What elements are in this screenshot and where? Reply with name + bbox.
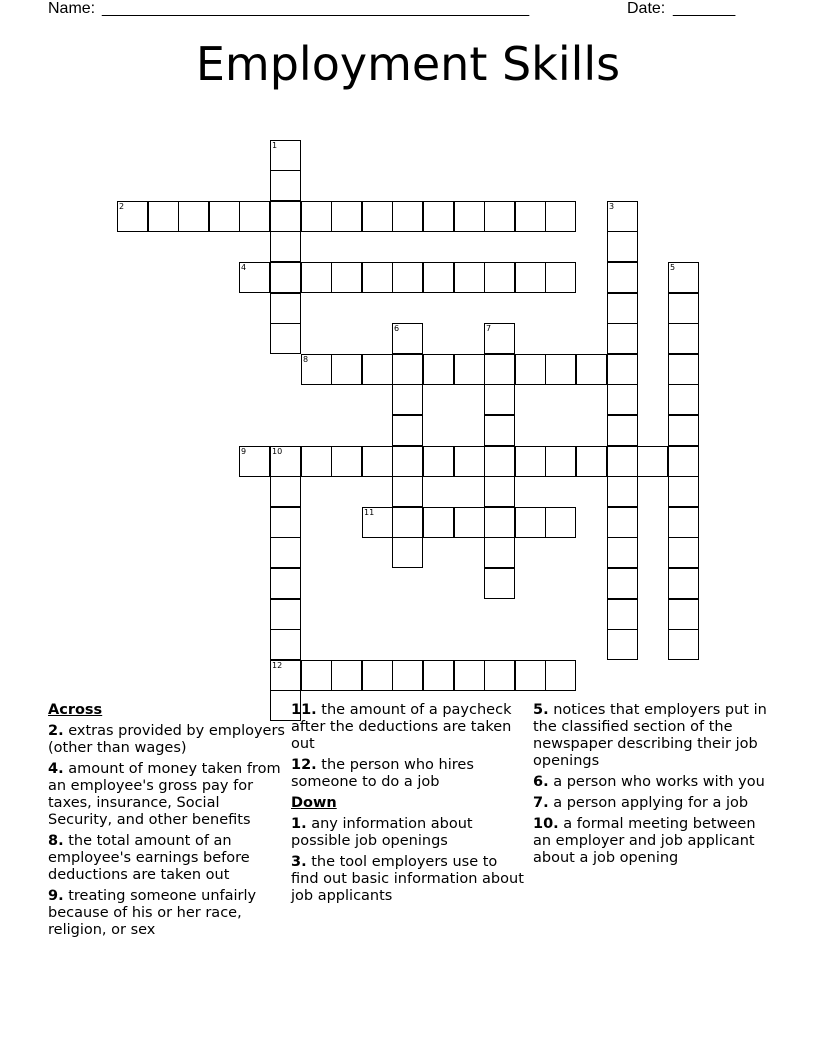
grid-cell[interactable] [392,507,423,538]
grid-cell[interactable] [301,201,332,232]
page-title: Employment Skills [195,37,621,91]
grid-cell[interactable] [362,262,393,293]
grid-cell[interactable] [668,599,699,630]
grid-cell[interactable] [484,201,515,232]
grid-cell[interactable] [545,660,576,691]
grid-cell[interactable] [392,415,423,446]
grid-cell[interactable] [668,354,699,385]
clue-item-text: the amount of a paycheck after the deductions are taken out [291,702,512,752]
clue-item [533,702,771,770]
grid-cell[interactable] [545,507,576,538]
grid-cell[interactable] [515,507,546,538]
grid-cell[interactable] [270,170,301,201]
grid-cell[interactable] [362,354,393,385]
clue-item [533,774,771,791]
grid-cell[interactable] [454,262,485,293]
grid-cell[interactable] [331,262,362,293]
grid-cell[interactable] [607,293,638,324]
clue-number: 12 [272,661,283,670]
grid-cell[interactable] [301,660,332,691]
grid-cell[interactable] [270,231,301,262]
grid-cell[interactable] [331,354,362,385]
grid-cell[interactable] [515,201,546,232]
grid-cell[interactable] [484,262,515,293]
grid-cell[interactable] [423,262,454,293]
grid-cell[interactable] [607,537,638,568]
clue-number: 5 [670,263,676,272]
clue-item-text: the tool employers use to find out basic information about job applicants [291,854,524,904]
grid-cell[interactable] [270,599,301,630]
grid-cell[interactable] [392,323,423,354]
grid-cell[interactable] [668,568,699,599]
grid-cell[interactable] [270,476,301,507]
clue-number: 10 [272,447,283,456]
clue-item-number: 2. [48,723,64,739]
clue-number: 9 [241,447,247,456]
grid-cell[interactable] [454,354,485,385]
grid-cell[interactable] [576,446,607,477]
clue-item-number: 1. [291,816,307,832]
section-heading: Down [291,795,337,811]
grid-cell[interactable] [484,384,515,415]
grid-cell[interactable] [270,140,301,171]
grid-cell[interactable] [423,201,454,232]
grid-cell[interactable] [392,537,423,568]
clue-item-number: 3. [291,854,307,870]
date-label: Date: [627,0,666,17]
grid-cell[interactable] [545,262,576,293]
clue-item-number: 7. [533,795,549,811]
clue-item [291,702,529,753]
grid-cell[interactable] [423,446,454,477]
clue-item-text: a person applying for a job [548,795,749,811]
grid-cell[interactable] [392,201,423,232]
clue-item-number: 10. [533,816,559,832]
grid-cell[interactable] [576,354,607,385]
grid-cell[interactable] [668,384,699,415]
clue-item [48,761,286,829]
grid-cell[interactable] [515,446,546,477]
grid-cell[interactable] [607,354,638,385]
grid-cell[interactable] [607,446,638,477]
grid-cell[interactable] [454,507,485,538]
clue-item-number: 9. [48,888,64,904]
grid-cell[interactable] [668,507,699,538]
grid-cell[interactable] [668,415,699,446]
grid-cell[interactable] [545,201,576,232]
grid-cell[interactable] [423,660,454,691]
grid-cell[interactable] [607,507,638,538]
grid-cell[interactable] [668,537,699,568]
grid-cell[interactable] [668,323,699,354]
clue-item [291,816,529,850]
grid-cell[interactable] [607,629,638,660]
grid-cell[interactable] [607,476,638,507]
grid-cell[interactable] [607,415,638,446]
clue-item-text: a person who works with you [548,774,765,790]
grid-cell[interactable] [239,262,270,293]
grid-cell[interactable] [270,201,301,232]
grid-cell[interactable] [362,201,393,232]
clue-item-number: 6. [533,774,549,790]
clue-number: 6 [394,324,400,333]
grid-cell[interactable] [270,323,301,354]
clue-item [291,854,529,905]
grid-cell[interactable] [117,201,148,232]
clue-column-1 [48,702,286,943]
grid-cell[interactable] [239,446,270,477]
grid-cell[interactable] [392,476,423,507]
clue-item [48,723,286,757]
grid-cell[interactable] [484,568,515,599]
grid-cell[interactable] [270,660,301,691]
grid-cell[interactable] [515,660,546,691]
grid-cell[interactable] [362,446,393,477]
grid-cell[interactable] [392,262,423,293]
grid-cell[interactable] [484,323,515,354]
name-field[interactable]: ________________________________________________ [102,0,530,17]
grid-cell[interactable] [362,660,393,691]
grid-cell[interactable] [392,354,423,385]
clue-item-text: the person who hires someone to do a job [291,757,474,790]
clue-item-number: 5. [533,702,549,718]
grid-cell[interactable] [484,660,515,691]
section-heading: Across [48,702,103,718]
grid-cell[interactable] [607,231,638,262]
grid-cell[interactable] [668,293,699,324]
grid-cell[interactable] [484,507,515,538]
grid-cell[interactable] [392,446,423,477]
grid-cell[interactable] [362,507,393,538]
grid-cell[interactable] [423,507,454,538]
grid-cell[interactable] [668,262,699,293]
grid-cell[interactable] [331,446,362,477]
clue-item-text: treating someone unfairly because of his or her race, religion, or sex [48,888,257,938]
clue-item-text: amount of money taken from an employee's gross pay for taxes, insurance, Social Security, and other benefits [48,761,281,828]
clue-number: 11 [364,508,375,517]
grid-cell[interactable] [607,384,638,415]
clue-item [291,757,529,791]
grid-cell[interactable] [454,201,485,232]
clue-item-text: extras provided by employers (other than wages) [48,723,285,756]
clue-number: 4 [241,263,247,272]
clue-item-text: notices that employers put in the classified section of the newspaper describing their job openings [533,702,767,769]
grid-cell[interactable] [239,201,270,232]
grid-cell[interactable] [484,537,515,568]
grid-cell[interactable] [301,446,332,477]
grid-cell[interactable] [270,507,301,538]
grid-cell[interactable] [607,201,638,232]
grid-cell[interactable] [301,262,332,293]
clue-item-number: 4. [48,761,64,777]
grid-cell[interactable] [545,446,576,477]
grid-cell[interactable] [637,446,668,477]
grid-cell[interactable] [301,354,332,385]
name-label: Name: [48,0,96,17]
clue-number: 2 [119,202,125,211]
clue-item [533,795,771,812]
clue-item-number: 8. [48,833,64,849]
clue-item-text: the total amount of an employee's earnings before deductions are taken out [48,833,250,883]
grid-cell[interactable] [607,323,638,354]
grid-cell[interactable] [454,660,485,691]
clue-item [48,833,286,884]
clue-item [48,888,286,939]
grid-cell[interactable] [178,201,209,232]
grid-cell[interactable] [484,354,515,385]
grid-cell[interactable] [454,446,485,477]
grid-cell[interactable] [484,476,515,507]
clue-number: 8 [303,355,309,364]
clue-number: 1 [272,141,278,150]
clue-number: 3 [609,202,615,211]
grid-cell[interactable] [607,568,638,599]
grid-cell[interactable] [331,201,362,232]
clue-column-2 [291,702,529,909]
grid-cell[interactable] [270,537,301,568]
clue-column-3 [533,702,771,871]
grid-cell[interactable] [270,568,301,599]
grid-cell[interactable] [515,262,546,293]
grid-cell[interactable] [270,293,301,324]
clue-number: 7 [486,324,492,333]
grid-cell[interactable] [270,446,301,477]
grid-cell[interactable] [484,415,515,446]
date-field[interactable]: _______ [673,0,736,17]
grid-cell[interactable] [607,262,638,293]
clue-item-number: 11. [291,702,317,718]
grid-cell[interactable] [484,446,515,477]
grid-cell[interactable] [668,446,699,477]
clue-item-text: a formal meeting between an employer and job applicant about a job opening [533,816,756,866]
grid-cell[interactable] [668,629,699,660]
grid-cell[interactable] [270,629,301,660]
grid-cell[interactable] [331,660,362,691]
grid-cell[interactable] [423,354,454,385]
grid-cell[interactable] [392,660,423,691]
grid-cell[interactable] [607,599,638,630]
grid-cell[interactable] [209,201,240,232]
grid-cell[interactable] [392,384,423,415]
clue-item [533,816,771,867]
clue-item-text: any information about possible job openings [291,816,473,849]
grid-cell[interactable] [668,476,699,507]
clue-item-number: 12. [291,757,317,773]
grid-cell[interactable] [270,262,301,293]
grid-cell[interactable] [515,354,546,385]
grid-cell[interactable] [545,354,576,385]
grid-cell[interactable] [148,201,179,232]
